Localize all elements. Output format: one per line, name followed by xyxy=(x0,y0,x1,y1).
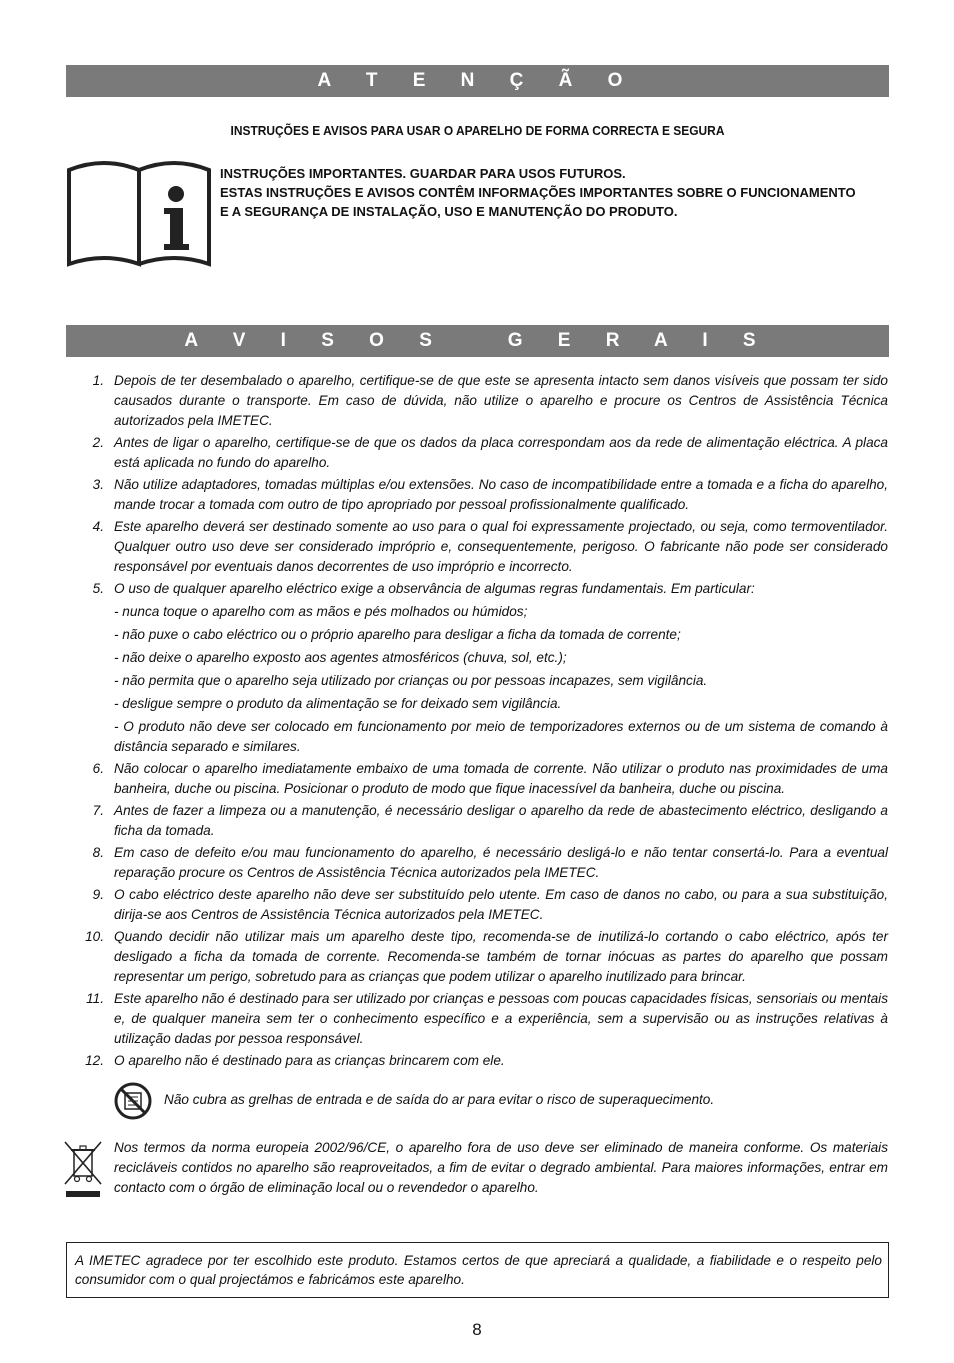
item-text: Depois de ter desembalado o aparelho, certifique-se de que este se apresenta intacto sem danos visíveis que possam ter sido causados durante o transporte. Em caso de dúvida, não utilize o aparelho e procure os Centros de Assistência Técnica autorizados pela IMETEC. xyxy=(114,373,888,428)
thanks-text: A IMETEC agradece por ter escolhido este produto. Estamos certos de que apreciará a qualidade, a fiabilidade e o respeito pelo consumidor com o qual projectámos e fabricámos este aparelho. xyxy=(75,1253,882,1287)
item-text: Em caso de defeito e/ou mau funcionamento do aparelho, é necessário desligá-lo e não tentar consertá-lo. Para a eventual reparação procure os Centros de Assistência Técnica autorizados pela IMETEC. xyxy=(114,845,888,880)
item-text: Antes de fazer a limpeza ou a manutenção, é necessário desligar o aparelho da rede de abastecimento eléctrico, desligando a ficha da tomada. xyxy=(114,803,888,838)
item-number: 5. xyxy=(92,581,104,596)
item-number: 3. xyxy=(92,477,104,492)
important-line-3: E A SEGURANÇA DE INSTALAÇÃO, USO E MANUTENÇÃO DO PRODUTO. xyxy=(220,204,678,219)
thanks-box xyxy=(66,1242,889,1298)
list-item xyxy=(80,433,888,473)
weee-disposal-text: Nos termos da norma europeia 2002/96/CE, o aparelho fora de uso deve ser eliminado de maneira conforme. Os materiais recicláveis contidos no aparelho são reaproveitados, a fim de evitar o degrado ambiental. Para maiores informações, entrar em contacto com o órgão de eliminação local ou o revendedor o aparelho. xyxy=(114,1140,888,1195)
list-item xyxy=(80,843,888,883)
sub-item: - não permita que o aparelho seja utilizado por crianças ou por pessoas incapazes, sem vigilância. xyxy=(114,673,708,688)
list-item xyxy=(80,475,888,515)
item-text: O cabo eléctrico deste aparelho não deve ser substituído pelo utente. Em caso de danos no cabo, ou para a sua substituição, dirija-se aos Centros de Assistência Técnica autorizados pela IMETEC. xyxy=(114,887,888,922)
item-text: Quando decidir não utilizar mais um aparelho deste tipo, recomenda-se de inutilizá-lo cortando o cabo eléctrico, após ter desligado a ficha da tomada de corrente. Recomenda-se também de tornar inócuas as partes do aparelho que possam representar um perigo, sobretudo para as crianças que podem utilizar o aparelho inutilizado para brincar. xyxy=(114,929,888,984)
crossed-bin-icon xyxy=(63,1140,103,1200)
cover-warning-text: Não cubra as grelhas de entrada e de saída do ar para evitar o risco de superaquecimento. xyxy=(164,1092,715,1107)
general-warnings-header: A V I S O S G E R A I S xyxy=(66,325,889,357)
important-line-1: INSTRUÇÕES IMPORTANTES. GUARDAR PARA USOS FUTUROS. xyxy=(220,166,626,181)
item-number: 6. xyxy=(92,761,104,776)
list-item xyxy=(80,371,888,431)
item-text: O uso de qualquer aparelho eléctrico exige a observância de algumas regras fundamentais. Em particular: xyxy=(114,581,755,596)
cover-warning xyxy=(114,1082,884,1118)
page-number: 8 xyxy=(472,1320,482,1339)
attention-header: A T E N Ç Ã O xyxy=(66,65,889,97)
item-number: 9. xyxy=(92,887,104,902)
item-number: 11. xyxy=(86,991,104,1006)
sub-item: - não puxe o cabo eléctrico ou o próprio aparelho para desligar a ficha da tomada de corrente; xyxy=(114,627,681,642)
item-text: Este aparelho deverá ser destinado somente ao uso para o qual foi expressamente projectado, ou seja, como termoventilador. Qualquer outro uso deve ser considerado impróprio e, consequentemente, perigoso. O fabricante não pode ser considerado responsável por eventuais danos decorrentes de uso impróprio e incorrecto. xyxy=(114,519,888,574)
item-number: 7. xyxy=(92,803,104,818)
item-text: Antes de ligar o aparelho, certifique-se de que os dados da placa correspondam aos da rede de alimentação eléctrica. A placa está aplicada no fundo do aparelho. xyxy=(114,435,888,470)
list-item xyxy=(80,517,888,577)
sub-item: - nunca toque o aparelho com as mãos e pés molhados ou húmidos; xyxy=(114,604,528,619)
do-not-cover-icon xyxy=(114,1082,152,1120)
item-number: 8. xyxy=(92,845,104,860)
warnings-list xyxy=(80,371,888,1073)
item-text: Não colocar o aparelho imediatamente embaixo de uma tomada de corrente. Não utilizar o produto nas proximidades de uma banheira, duche ou piscina. Posicionar o produto de modo que fique inacessível da banheira, duche ou piscina. xyxy=(114,761,888,796)
sub-item: - desligue sempre o produto da alimentação se for deixado sem vigilância. xyxy=(114,696,562,711)
list-item xyxy=(80,927,888,987)
item-number: 4. xyxy=(92,519,104,534)
list-item xyxy=(80,1051,888,1071)
item-text: O aparelho não é destinado para as crianças brincarem com ele. xyxy=(114,1053,505,1068)
item-number: 2. xyxy=(92,435,104,450)
item-text: Este aparelho não é destinado para ser utilizado por crianças e pessoas com poucas capacidades físicas, sensoriais ou mentais e, de qualquer maneira sem ter o conhecimento específico e a experiência, sem a supervisão ou as instruções relativas à utilização dadas por pessoa responsável. xyxy=(114,991,888,1046)
safety-subtitle: INSTRUÇÕES E AVISOS PARA USAR O APARELHO DE FORMA CORRECTA E SEGURA xyxy=(230,123,725,138)
item-number: 10. xyxy=(85,929,104,944)
list-item xyxy=(80,759,888,799)
list-item xyxy=(80,885,888,925)
item-text: Não utilize adaptadores, tomadas múltiplas e/ou extensões. No caso de incompatibilidade entre a tomada e a ficha do aparelho, mande trocar a tomada com outro de tipo apropriado por pessoal profissionalmente qualificado. xyxy=(114,477,888,512)
item-number: 1. xyxy=(92,373,104,388)
list-item xyxy=(80,989,888,1049)
sub-item: - não deixe o aparelho exposto aos agentes atmosféricos (chuva, sol, etc.); xyxy=(114,650,567,665)
sub-item: - O produto não deve ser colocado em funcionamento por meio de temporizadores externos ou de um sistema de comando à distância separado e similares. xyxy=(114,719,888,754)
important-line-2: ESTAS INSTRUÇÕES E AVISOS CONTÊM INFORMAÇÕES IMPORTANTES SOBRE O FUNCIONAMENTO xyxy=(220,185,856,200)
item-number: 12. xyxy=(85,1053,104,1068)
list-item xyxy=(80,579,888,599)
important-notice xyxy=(220,164,888,221)
list-item xyxy=(80,801,888,841)
book-info-icon xyxy=(66,160,212,268)
